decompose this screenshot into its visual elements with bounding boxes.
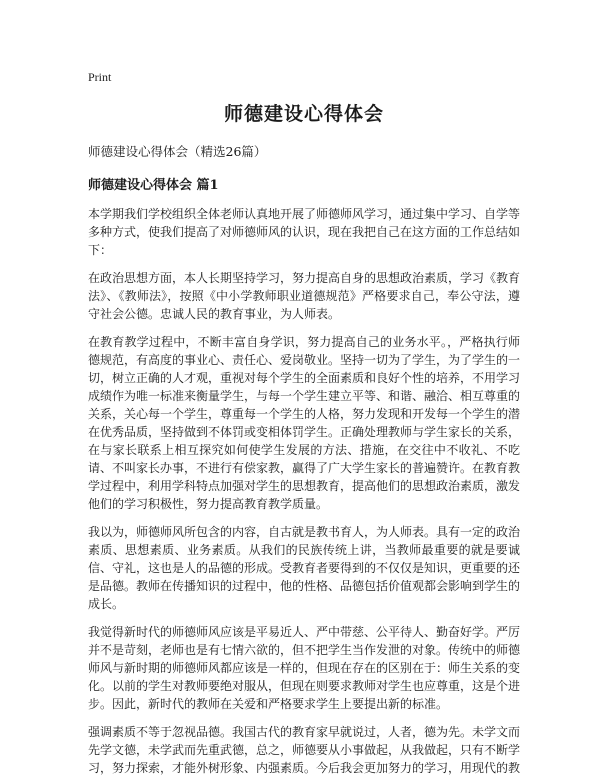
paragraph-political: 在政治思想方面，本人长期坚持学习，努力提高自身的思想政治素质，学习《教育法》、《教师法》，按照《中小学教师职业道德规范》严格要求自己，奉公守法，遵守社会公德。忠诚人民的教育事业，为人师表。 xyxy=(88,271,521,321)
paragraph-quality: 强调素质不等于忽视品德。我国古代的教育家早就说过，人者，德为先。未学文而先学文德，未学武而先重武德，总之，师德要从小事做起，从我做起，只有不断学习，努力探索，才能外树形象、内强素质。今后我会更加努力的学习，用现代的教 xyxy=(88,725,521,775)
paragraph-teaching: 在教育教学过程中，不断丰富自身学识，努力提高自己的业务水平。，严格执行师德规范，有高度的事业心、责任心、爱岗敬业。坚持一切为了学生，为了学生的一切，树立正确的人才观，重视对每个学生的全面素质和良好个性的培养，不用学习成绩作为唯一标准来衡量学生，与每一个学生建立平等、和谐、融洽、相互尊重的关系，关心每一个学生，尊重每一个学生的人格，努力发现和开发每一个学生的潜在优秀品质，坚持做到不体罚或变相体罚学生。正确处理教师与学生家长的关系，在与家长联系上相互探究如何使学生发展的方法、措施，在交往中不收礼、不吃请、不叫家长办事，不进行有偿家教，赢得了广大学生家长的普遍赞许。在教育教学过程中，利用学科特点加强对学生的思想教育，提高他们的思想政治素质，激发他们的学习积极性，努力提高教育教学质量。 xyxy=(88,335,521,511)
document-subtitle: 师德建设心得体会（精选26篇） xyxy=(88,144,267,159)
paragraph-intro: 本学期我们学校组织全体老师认真地开展了师德师风学习，通过集中学习、自学等多种方式，使我们提高了对师德师风的认识，现在我把自己在这方面的工作总结如下： xyxy=(88,207,521,257)
paragraph-new-era: 我觉得新时代的师德师风应该是平易近人、严中带慈、公平待人、勤奋好学。严厉并不是苛刻，老师也是有七情六欲的，但不把学生当作发泄的对象。传统中的师德师风与新时期的师德师风都应该是一样的，但现在存在的区别在于：师生关系的变化。以前的学生对教师要绝对服从，但现在则要求教师对学生也应尊重，这是个进步。因此，新时代的教师在关爱和严格要求学生上要提出新的标准。 xyxy=(88,625,521,711)
print-link[interactable]: Print xyxy=(88,70,112,84)
section-heading: 师德建设心得体会 篇1 xyxy=(88,178,219,193)
document-title: 师德建设心得体会 xyxy=(223,103,384,125)
paragraph-ethics: 我以为，师德师风所包含的内容，自古就是教书育人，为人师表。具有一定的政治素质、思想素质、业务素质。从我们的民族传统上讲，当教师最重要的就是要诚信、守礼，这也是人的品德的形成。受教育者要得到的不仅仅是知识，更重要的还是品德。教师在传播知识的过程中，他的性格、品德包括价值观都会影响到学生的成长。 xyxy=(88,525,521,611)
